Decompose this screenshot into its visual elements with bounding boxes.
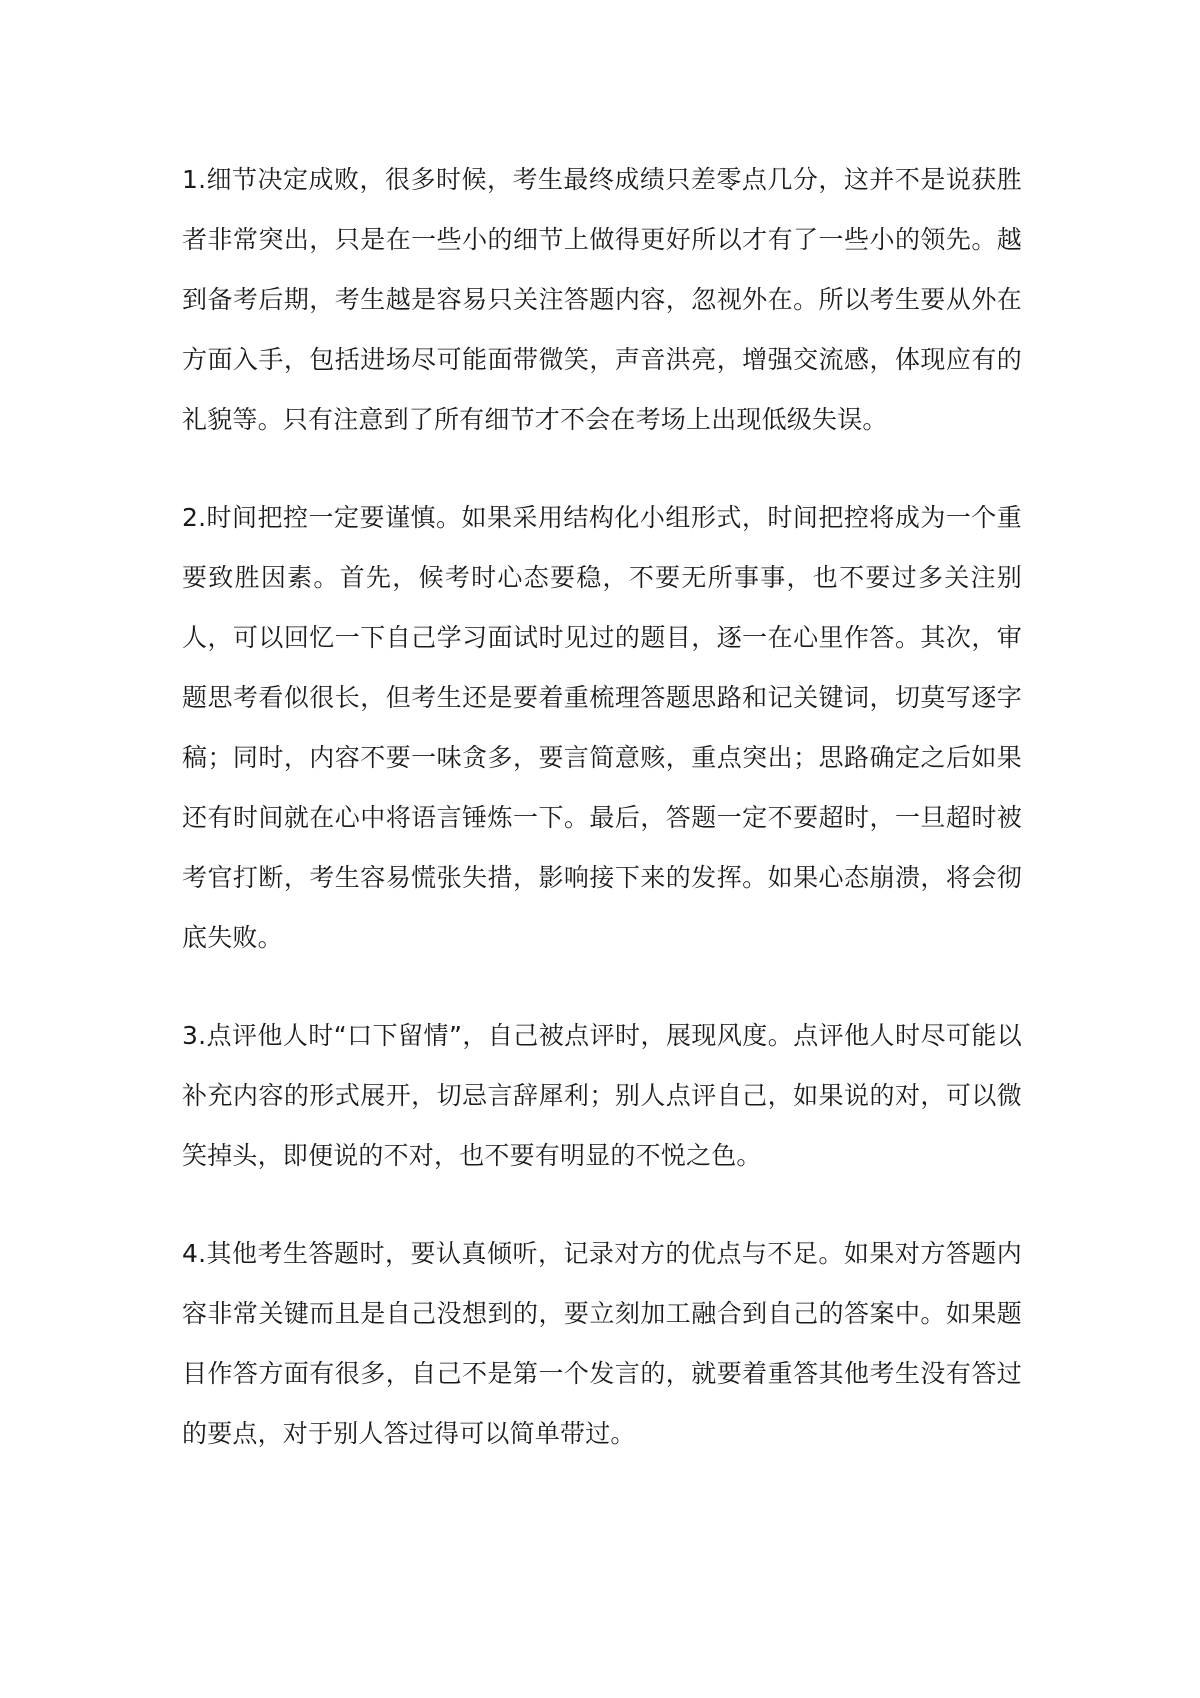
paragraph-4: 4.其他考生答题时，要认真倾听，记录对方的优点与不足。如果对方答题内容非常关键而且是自己没想到的，要立刻加工融合到自己的答案中。如果题目作答方面有很多，自己不是第一个发言的，就要着重答其他考生没有答过的要点，对于别人答过得可以简单带过。	[182, 1239, 1022, 1448]
paragraph-3: 3.点评他人时“口下留情”，自己被点评时，展现风度。点评他人时尽可能以补充内容的形式展开，切忌言辞犀利；别人点评自己，如果说的对，可以微笑掉头，即便说的不对，也不要有明显的不悦之色。	[182, 1021, 1022, 1170]
document-body	[182, 150, 1022, 1502]
paragraph-2: 2.时间把控一定要谨慎。如果采用结构化小组形式，时间把控将成为一个重要致胜因素。首先，候考时心态要稳，不要无所事事，也不要过多关注别人，可以回忆一下自己学习面试时见过的题目，逐一在心里作答。其次，审题思考看似很长，但考生还是要着重梳理答题思路和记关键词，切莫写逐字稿；同时，内容不要一味贪多，要言简意赅，重点突出；思路确定之后如果还有时间就在心中将语言锤炼一下。最后，答题一定不要超时，一旦超时被考官打断，考生容易慌张失措，影响接下来的发挥。如果心态崩溃，将会彻底失败。	[182, 503, 1022, 952]
paragraph-1: 1.细节决定成败，很多时候，考生最终成绩只差零点几分，这并不是说获胜者非常突出，只是在一些小的细节上做得更好所以才有了一些小的领先。越到备考后期，考生越是容易只关注答题内容，忽视外在。所以考生要从外在方面入手，包括进场尽可能面带微笑，声音洪亮，增强交流感，体现应有的礼貌等。只有注意到了所有细节才不会在考场上出现低级失误。	[182, 165, 1022, 434]
